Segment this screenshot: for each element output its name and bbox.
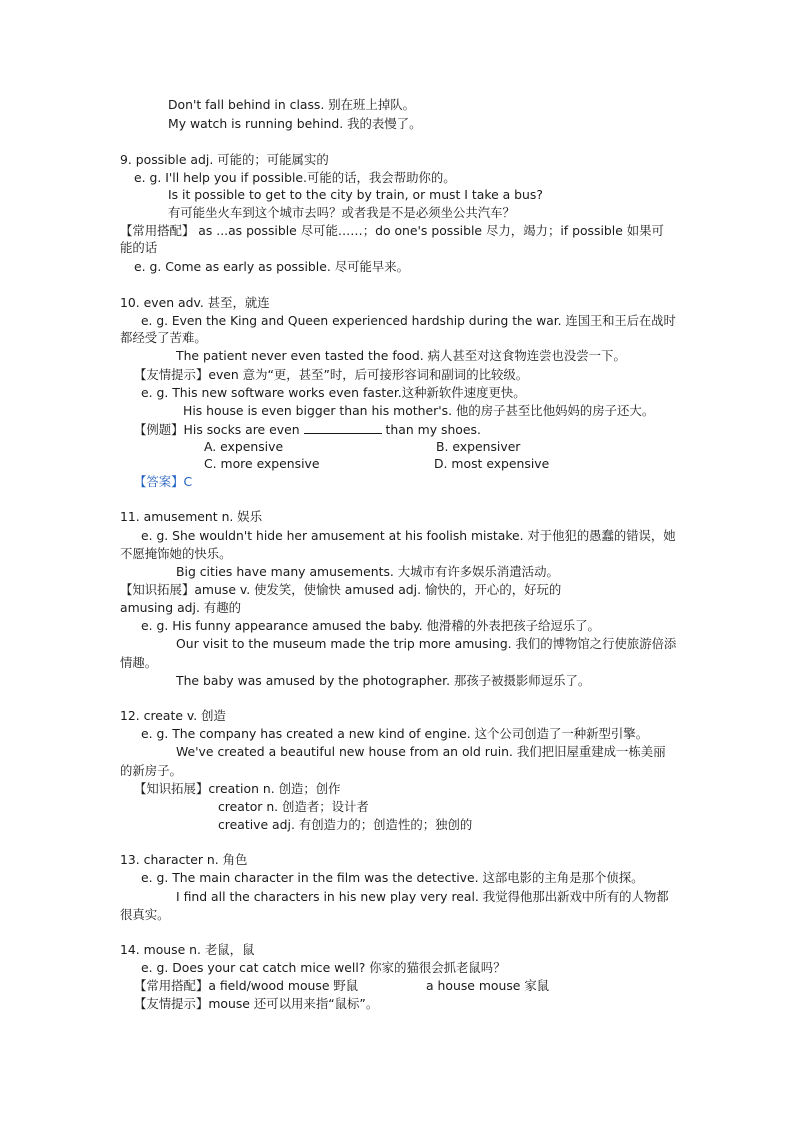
example-sentence: e. g. I'll help you if possible.可能的话，我会帮助你的。 [134,170,456,185]
extension-note: creative adj. 有创造力的；创造性的；独创的 [218,817,473,832]
example-sentence: I find all the characters in his new play very real. 我觉得他那出新戏中所有的人物都 [176,889,669,904]
example-sentence: The patient never even tasted the food. 病人甚至对这食物连尝也没尝一下。 [176,348,626,363]
collocation-note: 【常用搭配】 as ...as possible 尽可能……；do one's possible 尽力，竭力；if possible 如果可 [120,223,664,238]
exercise-question [134,422,481,438]
example-sentence: Our visit to the museum made the trip more amusing. 我们的博物馆之行使旅游倍添 [176,636,677,651]
entry-heading-amusement: 11. amusement n. 娱乐 [120,509,263,524]
entry-heading-possible: 9. possible adj. 可能的；可能属实的 [120,152,329,167]
extension-note: creator n. 创造者；设计者 [218,799,369,814]
example-sentence: e. g. She wouldn't hide her amusement at his foolish mistake. 对于他犯的愚蠢的错误，她 [141,528,676,543]
example-sentence: e. g. This new software works even faster.这种新软件速度更快。 [141,385,526,400]
example-sentence: 不愿掩饰她的快乐。 [120,546,232,561]
option-c: C. more expensive [204,456,320,471]
example-sentence: The baby was amused by the photographer. 那孩子被摄影师逗乐了。 [176,673,591,688]
entry-heading-create: 12. create v. 创造 [120,708,226,723]
tip-note: 【友情提示】even 意为“更，甚至”时，后可接形容词和副词的比较级。 [134,367,529,382]
example-sentence: e. g. Come as early as possible. 尽可能早来。 [134,259,410,274]
option-b: B. expensiver [436,439,521,454]
example-sentence: e. g. Even the King and Queen experienced hardship during the war. 连国王和王后在战时 [141,313,676,328]
example-sentence: e. g. The company has created a new kind of engine. 这个公司创造了一种新型引擎。 [141,726,649,741]
extension-note: 【知识拓展】creation n. 创造；创作 [134,781,341,796]
answer-blank [304,422,382,434]
entry-heading-even: 10. even adv. 甚至，就连 [120,295,270,310]
answer-label: 【答案】C [134,474,193,489]
collocation-note: 能的话 [120,240,158,255]
example-sentence: 很真实。 [120,907,170,922]
example-sentence: 情趣。 [120,655,158,670]
extension-note: 【知识拓展】amuse v. 使发笑，使愉快 amused adj. 愉快的，开心的，好玩的 [120,582,562,597]
option-a: A. expensive [204,439,284,454]
example-sentence: e. g. The main character in the film was the detective. 这部电影的主角是那个侦探。 [141,870,644,885]
question-text: 【例题】His socks are even [134,422,300,437]
example-sentence: 都经受了苦难。 [120,330,207,345]
example-sentence: His house is even bigger than his mother's. 他的房子甚至比他妈妈的房子还大。 [183,403,655,418]
extension-note: amusing adj. 有趣的 [120,600,242,615]
question-text: than my shoes. [385,422,481,437]
example-sentence: Is it possible to get to the city by train, or must I take a bus? [168,187,543,202]
entry-heading-character: 13. character n. 角色 [120,852,248,867]
entry-heading-mouse: 14. mouse n. 老鼠，鼠 [120,942,255,957]
example-sentence: 的新房子。 [120,763,182,778]
collocation-note: a house mouse 家鼠 [426,978,550,993]
example-sentence: Big cities have many amusements. 大城市有许多娱乐消遣活动。 [176,564,559,579]
example-sentence: We've created a beautiful new house from an old ruin. 我们把旧屋重建成一栋美丽 [176,744,666,759]
example-translation: 有可能坐火车到这个城市去吗？或者我是不是必须坐公共汽车？ [168,205,515,220]
collocation-note: 【常用搭配】a field/wood mouse 野鼠 [134,978,359,993]
example-sentence: My watch is running behind. 我的表慢了。 [168,116,422,131]
example-sentence: Don't fall behind in class. 别在班上掉队。 [168,97,416,112]
example-sentence: e. g. Does your cat catch mice well? 你家的猫很会抓老鼠吗？ [141,960,506,975]
example-sentence: e. g. His funny appearance amused the baby. 他滑稽的外表把孩子给逗乐了。 [141,618,600,633]
tip-note: 【友情提示】mouse 还可以用来指“鼠标”。 [134,996,379,1011]
option-d: D. most expensive [434,456,550,471]
